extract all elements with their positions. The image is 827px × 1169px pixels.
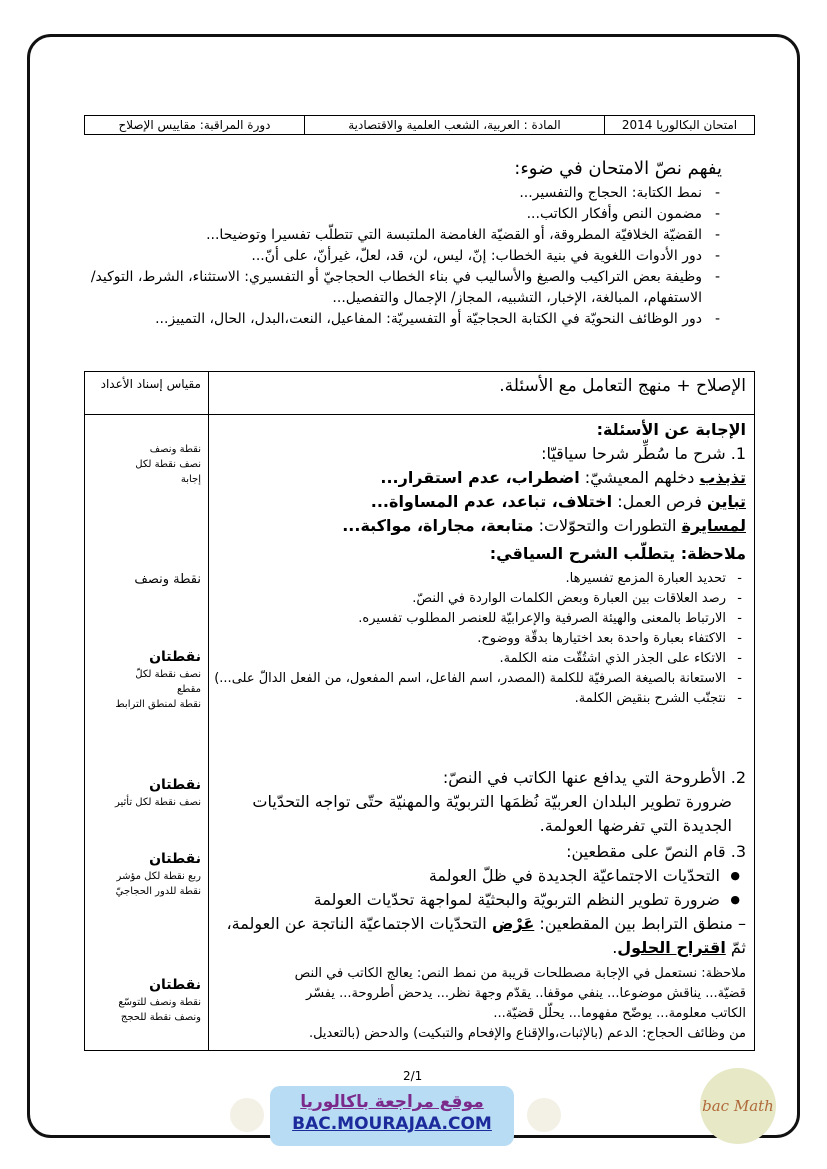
site-url[interactable]: BAC.MOURAJAA.COM xyxy=(292,1114,492,1134)
final-note-line: قضيّة... يناقش موضوعا... ينفي موقفا.. يقدّم وجهة نظر... يدحض أطروحة... يفسّر xyxy=(306,986,746,1001)
q3-link-a: منطق الترابط بين المقطعين: xyxy=(539,914,733,933)
score-text: نقطة ونصف xyxy=(149,444,201,455)
q3-item: ● التحدّيات الاجتماعيّة الجديدة في ظلّ العولمة xyxy=(211,864,746,888)
score-text: ونصف نقطة للحجج xyxy=(120,1012,201,1023)
header-divider xyxy=(85,414,754,415)
q1-word: تذبذب xyxy=(699,468,746,487)
correction-table xyxy=(84,371,755,1051)
intro-section xyxy=(82,158,722,330)
main-column-header: الإصلاح + منهج التعامل مع الأسئلة. xyxy=(499,376,746,396)
q1-answer: اضطراب، عدم استقرار... xyxy=(380,468,580,487)
score-q6 xyxy=(85,976,207,1025)
q1-word: تباين xyxy=(707,492,746,511)
final-note-line: ملاحظة: نستعمل في الإجابة مصطلحات قريبة من نمط النص: يعالج الكاتب في النص xyxy=(294,966,746,981)
score-text: مقطع xyxy=(177,684,201,695)
q3-link: – منطق الترابط بين المقطعين: عَرْض التحدّيات الاجتماعيّة الناتجة عن العولمة، ثمّ اقتراح الحلول. xyxy=(226,914,746,957)
score-text: نصف نقطة لكلّ xyxy=(135,669,201,680)
note-title: ملاحظة: يتطلّب الشرح السياقي: xyxy=(489,544,746,563)
q1-answer: اختلاف، تباعد، عدم المساواة... xyxy=(370,492,613,511)
intro-list xyxy=(82,183,722,330)
intro-item: - دور الوظائف النحويّة في الكتابة الحجاجيّة أو التفسيريّة: المفاعيل، النعت،البدل، الحال، التمييز... xyxy=(82,309,722,330)
note-item: - تحديد العبارة المزمع تفسيرها. xyxy=(211,569,746,589)
answers-title: الإجابة عن الأسئلة: xyxy=(596,420,746,439)
score-text: نقطة لمنطق الترابط xyxy=(115,699,201,710)
intro-item: - وظيفة بعض التراكيب والصيغ والأساليب في بناء الخطاب الحجاجيّ أو التفسيري: الاستثناء، الشرط، التوكيد/ الاستفهام، المبالغة، الإخبار، التشبيه، المجاز/ الإجمال والتفصيل... xyxy=(82,267,722,309)
score-text: ربع نقطة لكل مؤشر xyxy=(116,871,201,882)
score-text: نقطتان xyxy=(149,977,201,993)
intro-title: يفهم نصّ الامتحان في ضوء: xyxy=(514,158,722,179)
score-q2 xyxy=(85,570,207,589)
q3-link-c: التحدّيات الاجتماعيّة الناتجة عن العولمة، ثمّ xyxy=(226,914,746,957)
q3-item: ● ضرورة تطوير النظم التربويّة والبحثيّة لمواجهة تحدّيات العولمة xyxy=(211,888,746,912)
score-text: نقطتان xyxy=(149,649,201,665)
q1-word: لمسايرة xyxy=(681,516,746,535)
page-number: 2/1 xyxy=(403,1069,423,1083)
site-name-ar[interactable]: موقع مراجعة باكالوريا xyxy=(300,1092,484,1112)
bac-math-text: bac Math xyxy=(702,1097,774,1115)
score-text: نقطتان xyxy=(149,851,201,867)
score-q1 xyxy=(85,442,207,487)
q3-link-b: عَرْض xyxy=(491,914,535,933)
q1-rest: فرص العمل: xyxy=(617,492,702,511)
intro-item: - مضمون النص وأفكار الكاتب... xyxy=(82,204,722,225)
final-note-line: الكاتب معلومة... يوضّح مفهوما... يحلّل قضيّة... xyxy=(493,1006,746,1021)
q2-answer: ضرورة تطوير البلدان العربيّة نُظمَها التربويّة والمهنيّة حتّى تواجه التحدّيات الجديدة التي تفرضها العولمة. xyxy=(252,792,732,835)
intro-item: - دور الأدوات اللغوية في بنية الخطاب: إنّ، ليس، لن، قد، لعلّ، غيرأنّ، على أنّ... xyxy=(82,246,722,267)
exam-header-table xyxy=(84,115,755,135)
mourajaa-logo-icon xyxy=(230,1098,264,1132)
q1-line xyxy=(211,466,746,490)
score-text: نصف نقطة لكل xyxy=(135,459,201,470)
site-banner[interactable] xyxy=(270,1086,514,1146)
q1-line xyxy=(211,514,746,538)
note-item: - رصد العلاقات بين العبارة وبعض الكلمات الواردة في النصّ. xyxy=(211,589,746,609)
q1-rest: التطورات والتحوّلات: xyxy=(538,516,677,535)
column-divider xyxy=(208,372,209,1050)
score-text: نقطة ونصف xyxy=(134,572,201,587)
exam-title: امتحان البكالوريا 2014 xyxy=(605,116,755,135)
intro-item: - نمط الكتابة: الحجاج والتفسير... xyxy=(82,183,722,204)
score-text: إجابة xyxy=(180,474,201,485)
note-item: - الارتباط بالمعنى والهيئة الصرفية والإعرابيّة للعنصر المطلوب تفسيره. xyxy=(211,609,746,629)
exam-subject: المادة : العربية، الشعب العلمية والاقتصادية xyxy=(305,116,605,135)
q1-rest: دخلهم المعيشيّ: xyxy=(584,468,695,487)
exam-session: دورة المراقبة: مقاييس الإصلاح xyxy=(85,116,305,135)
score-q5 xyxy=(85,850,207,899)
note-item: - الاكتفاء بعبارة واحدة بعد اختيارها بدقّة ووضوح. xyxy=(211,629,746,649)
q1-title: 1. شرح ما سُطِّر شرحا سياقيّا: xyxy=(541,444,746,463)
q2-title: 2. الأطروحة التي يدافع عنها الكاتب في النصّ: xyxy=(442,768,746,787)
note-item: - نتجنّب الشرح بنقيض الكلمة. xyxy=(211,689,746,709)
intro-item: - القضيّة الخلافيّة المطروقة، أو القضيّة الغامضة الملتبسة التي تتطلّب تفسيرا وتوضيحا... xyxy=(82,225,722,246)
final-note-line: من وظائف الحجاج: الدعم (بالإثبات،والإقناع والإفحام والتبكيت) والدحض (بالتعديل. xyxy=(308,1026,746,1041)
score-q3 xyxy=(85,648,207,712)
score-text: نقطة ونصف للتوسّع xyxy=(118,997,201,1008)
score-text: نقطة للدور الحجاجيّ xyxy=(115,886,201,897)
q3-list xyxy=(211,864,746,912)
q3-title: 3. قام النصّ على مقطعين: xyxy=(566,842,746,861)
score-q4 xyxy=(85,776,207,810)
score-text: نصف نقطة لكل تأثير xyxy=(114,797,201,808)
score-text: نقطتان xyxy=(149,777,201,793)
mourajaa-logo-icon xyxy=(527,1098,561,1132)
note-item: - الاتكاء على الجذر الذي اشتُقّت منه الكلمة. xyxy=(211,649,746,669)
note-item: - الاستعانة بالصيغة الصرفيّة للكلمة (المصدر، اسم الفاعل، اسم المفعول، من الفعل الدالّ على...) xyxy=(211,669,746,689)
q1-line xyxy=(211,490,746,514)
score-column-header: مقياس إسناد الأعداد xyxy=(100,377,201,391)
q3-link-d: اقتراح الحلول xyxy=(617,938,726,957)
note-list xyxy=(211,569,746,709)
bac-math-logo xyxy=(700,1068,776,1144)
q1-answer: متابعة، مجاراة، مواكبة... xyxy=(342,516,534,535)
final-note xyxy=(206,964,746,1044)
